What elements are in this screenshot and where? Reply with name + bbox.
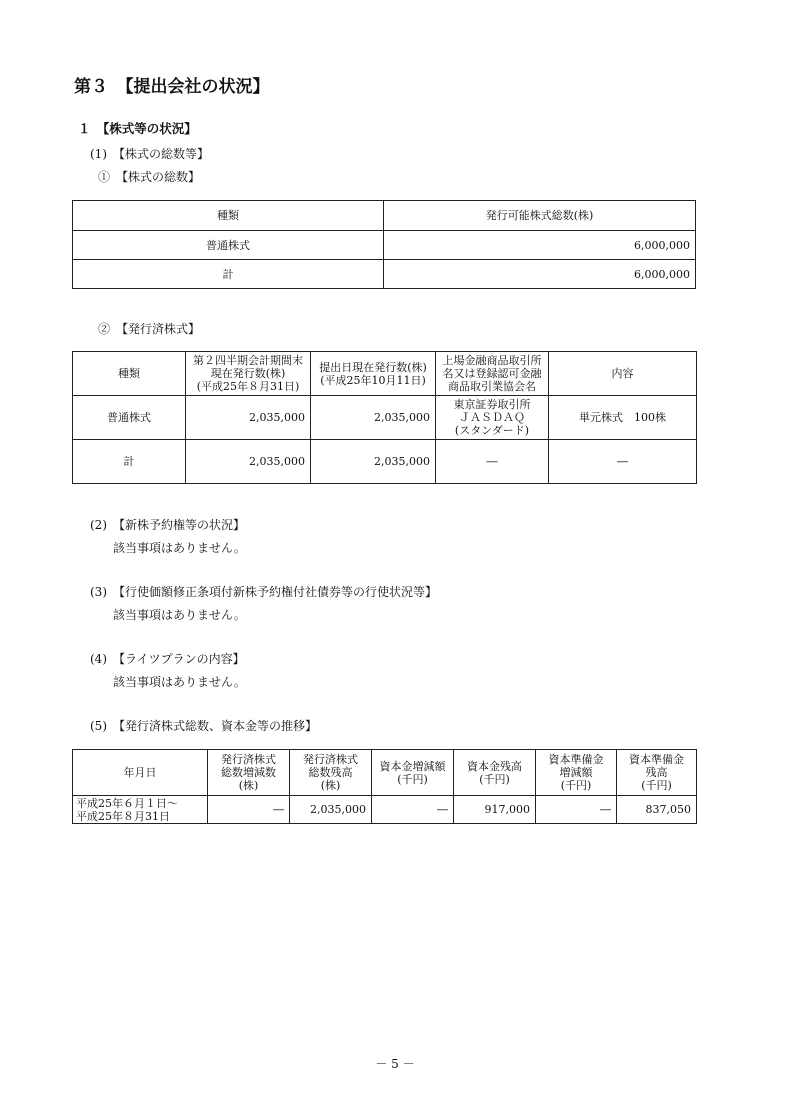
subsection-heading-rights-plan: (4) 【ライツプランの内容】 bbox=[90, 652, 245, 666]
table-header-cell: 発行可能株式総数(株) bbox=[384, 201, 696, 231]
table-header-cell: 資本金増減額 (千円) bbox=[372, 750, 454, 796]
exercise-status-text: 該当事項はありません。 bbox=[113, 608, 246, 622]
table-header-cell: 発行済株式 総数残高 (株) bbox=[290, 750, 372, 796]
page-number: － 5 － bbox=[375, 1057, 415, 1071]
table-cell: ― bbox=[208, 796, 290, 824]
rights-plan-text: 該当事項はありません。 bbox=[113, 675, 246, 689]
table-header-cell: 年月日 bbox=[73, 750, 208, 796]
table-header-cell: 提出日現在発行数(株) (平成25年10月11日) bbox=[311, 352, 436, 396]
table-cell: 計 bbox=[73, 440, 186, 484]
table-cell: 837,050 bbox=[617, 796, 697, 824]
subsection-heading-issued-shares: ② 【発行済株式】 bbox=[98, 322, 201, 336]
table-row bbox=[73, 396, 697, 440]
page-title: 第３ 【提出会社の状況】 bbox=[74, 77, 270, 97]
table-cell: 計 bbox=[73, 260, 384, 289]
table-cell: 単元株式 100株 bbox=[549, 396, 697, 440]
subsection-heading-exercise-status: (3) 【行使価額修正条項付新株予約権付社債券等の行使状況等】 bbox=[90, 585, 438, 599]
table-cell: ― bbox=[372, 796, 454, 824]
table-header-cell: 内容 bbox=[549, 352, 697, 396]
table-cell: 普通株式 bbox=[73, 396, 186, 440]
table-cell: 2,035,000 bbox=[311, 440, 436, 484]
table-header-cell: 第２四半期会計期間末 現在発行数(株) (平成25年８月31日) bbox=[186, 352, 311, 396]
stock-acquisition-rights-text: 該当事項はありません。 bbox=[113, 541, 246, 555]
table-header-cell: 種類 bbox=[73, 201, 384, 231]
table-cell: ― bbox=[536, 796, 617, 824]
table-header-cell: 資本金残高 (千円) bbox=[454, 750, 536, 796]
section-heading-stock-status: １ 【株式等の状況】 bbox=[78, 121, 197, 136]
table-cell: ― bbox=[549, 440, 697, 484]
capital-changes-table bbox=[72, 749, 697, 824]
subsection-heading-capital-changes: (5) 【発行済株式総数、資本金等の推移】 bbox=[90, 719, 317, 733]
issued-shares-table bbox=[72, 351, 697, 484]
table-header-cell: 資本準備金 残高 (千円) bbox=[617, 750, 697, 796]
table-cell: 6,000,000 bbox=[384, 260, 696, 289]
table-header-cell: 発行済株式 総数増減数 (株) bbox=[208, 750, 290, 796]
subsection-heading-total-shares: (1) 【株式の総数等】 bbox=[90, 147, 209, 161]
table-cell: 普通株式 bbox=[73, 231, 384, 260]
table-cell: 2,035,000 bbox=[290, 796, 372, 824]
table-cell: 2,035,000 bbox=[311, 396, 436, 440]
table-row bbox=[73, 796, 697, 824]
subsection-heading-authorized-shares: ① 【株式の総数】 bbox=[98, 170, 201, 184]
table-cell: 平成25年６月１日～ 平成25年８月31日 bbox=[73, 796, 208, 824]
table-header-cell: 上場金融商品取引所 名又は登録認可金融 商品取引業協会名 bbox=[436, 352, 549, 396]
table-cell: 東京証券取引所 ＪＡＳＤＡＱ (スタンダード) bbox=[436, 396, 549, 440]
table-header-cell: 種類 bbox=[73, 352, 186, 396]
table-cell: 2,035,000 bbox=[186, 396, 311, 440]
table-cell: ― bbox=[436, 440, 549, 484]
table-cell: 2,035,000 bbox=[186, 440, 311, 484]
authorized-shares-table bbox=[72, 200, 696, 289]
table-row bbox=[73, 231, 696, 260]
table-row bbox=[73, 260, 696, 289]
table-cell: 917,000 bbox=[454, 796, 536, 824]
table-header-cell: 資本準備金 増減額 (千円) bbox=[536, 750, 617, 796]
subsection-heading-stock-acquisition-rights: (2) 【新株予約権等の状況】 bbox=[90, 518, 245, 532]
table-row bbox=[73, 440, 697, 484]
table-cell: 6,000,000 bbox=[384, 231, 696, 260]
